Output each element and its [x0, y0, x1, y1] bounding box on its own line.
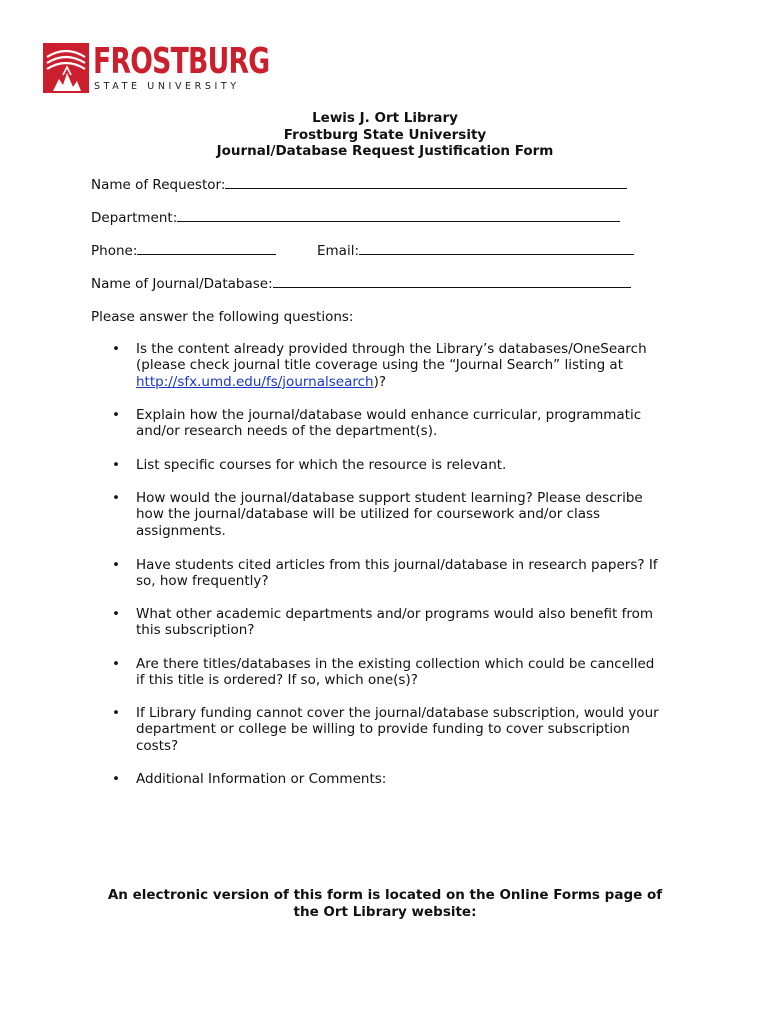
question-text: Have students cited articles from this journal/database in research papers? If so, how frequently?	[136, 557, 658, 590]
journal-label: Name of Journal/Database:	[91, 276, 273, 292]
footer-line-2: the Ort Library website:	[293, 904, 477, 920]
question-text: If Library funding cannot cover the journal/database subscription, would your department or college be willing to provide funding to cover subscription costs?	[136, 705, 659, 754]
question-text: Are there titles/databases in the existing collection which could be cancelled if this title is ordered? If so, which one(s)?	[136, 656, 655, 689]
question-text: What other academic departments and/or programs would also benefit from this subscription?	[136, 606, 653, 639]
email-line[interactable]	[359, 242, 634, 255]
bullet: •	[112, 407, 120, 423]
bullet: •	[112, 771, 120, 787]
email-label: Email:	[317, 243, 360, 259]
bullet: •	[112, 606, 120, 622]
form-title: Journal/Database Request Justification Form	[216, 143, 554, 159]
footer-line-1: An electronic version of this form is located on the Online Forms page of	[107, 887, 663, 903]
phone-field[interactable]	[91, 242, 276, 259]
email-field[interactable]	[317, 242, 634, 259]
department-label: Department:	[91, 210, 178, 226]
logo-subtitle: STATE UNIVERSITY	[94, 81, 240, 92]
journal-field[interactable]	[91, 275, 631, 292]
library-name: Lewis J. Ort Library	[312, 110, 458, 126]
bullet: •	[112, 457, 120, 473]
bullet: •	[112, 656, 120, 672]
frostburg-logo-icon	[43, 43, 89, 93]
phone-label: Phone:	[91, 243, 138, 259]
department-line[interactable]	[177, 209, 620, 222]
university-name: Frostburg State University	[283, 126, 487, 143]
logo-wordmark: FROSTBURG	[93, 41, 270, 82]
requestor-field[interactable]	[91, 176, 627, 193]
phone-line[interactable]	[137, 242, 276, 255]
question-text: Is the content already provided through the Library’s databases/OneSearch (please check journal title coverage using the “Journal Search” listing at http://sfx.umd.edu/fs/journalsearch)?	[136, 341, 647, 390]
requestor-label: Name of Requestor:	[91, 177, 226, 193]
bullet: •	[112, 341, 120, 357]
university-logo	[43, 41, 270, 97]
bullet: •	[112, 490, 120, 506]
requestor-line[interactable]	[225, 176, 627, 189]
form-header	[0, 110, 770, 160]
journal-search-link[interactable]: http://sfx.umd.edu/fs/journalsearch	[136, 373, 374, 390]
instructions: Please answer the following questions:	[91, 309, 354, 325]
bullet: •	[112, 705, 120, 721]
department-field[interactable]	[91, 209, 620, 226]
question-text: How would the journal/database support student learning? Please describe how the journal/database will be utilized for coursework and/or class assignments.	[136, 490, 643, 539]
footer-note	[0, 887, 770, 921]
question-text: List specific courses for which the resource is relevant.	[136, 457, 507, 473]
journal-line[interactable]	[273, 275, 631, 288]
question-text: Additional Information or Comments:	[136, 771, 387, 787]
question-text: Explain how the journal/database would enhance curricular, programmatic and/or research needs of the department(s).	[136, 407, 642, 440]
bullet: •	[112, 557, 120, 573]
